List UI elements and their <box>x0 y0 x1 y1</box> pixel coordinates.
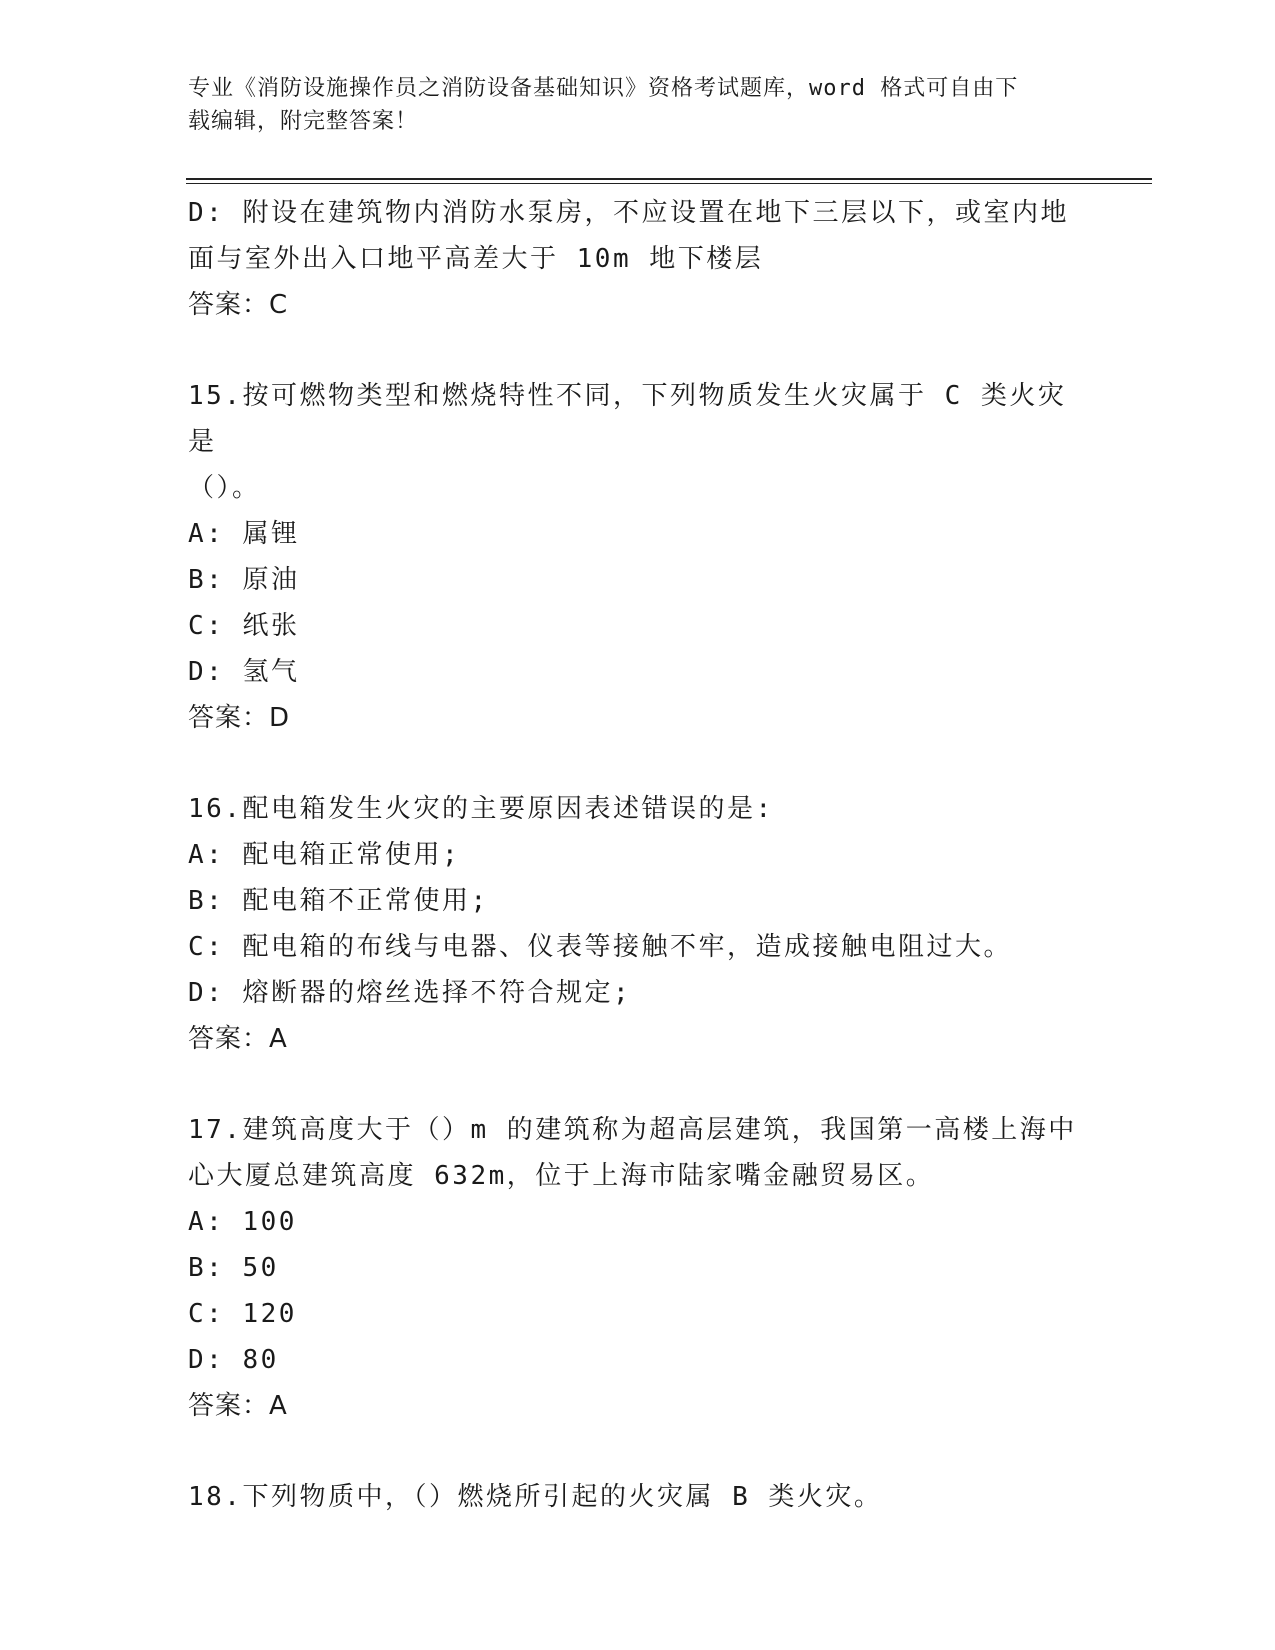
question-stem: 18.下列物质中，（）燃烧所引起的火灾属 B 类火灾。 <box>188 1482 883 1512</box>
option-a: A: 100 <box>188 1207 297 1237</box>
question-17 <box>188 1107 1088 1429</box>
option-b: B: 原油 <box>188 565 300 595</box>
option-a: A: 属锂 <box>188 519 300 549</box>
answer: 答案：A <box>188 1391 288 1421</box>
option-c: C: 120 <box>188 1299 297 1329</box>
option-d: D: 附设在建筑物内消防水泵房，不应设置在地下三层以下，或室内地 <box>188 198 1069 228</box>
question-stem-continued: 心大厦总建筑高度 632m，位于上海市陆家嘴金融贸易区。 <box>188 1161 935 1191</box>
question-15 <box>188 373 1088 741</box>
question-stem-continued: （）。 <box>188 473 261 503</box>
answer: 答案：A <box>188 1024 288 1054</box>
header-line-1: 专业《消防设施操作员之消防设备基础知识》资格考试题库，word 格式可自由下 <box>188 76 1019 101</box>
option-d: D: 80 <box>188 1345 279 1375</box>
document-body <box>188 190 1088 1520</box>
option-c: C: 配电箱的布线与电器、仪表等接触不牢，造成接触电阻过大。 <box>188 932 1012 962</box>
option-b: B: 配电箱不正常使用; <box>188 886 489 916</box>
header-rule-thin <box>186 183 1152 184</box>
option-b: B: 50 <box>188 1253 279 1283</box>
answer: 答案：D <box>188 703 291 733</box>
question-stem: 16.配电箱发生火灾的主要原因表述错误的是: <box>188 794 774 824</box>
header-rule-thick <box>186 178 1152 180</box>
option-d: D: 氢气 <box>188 657 300 687</box>
question-14-tail <box>188 190 1088 328</box>
question-16 <box>188 786 1088 1062</box>
question-stem: 15.按可燃物类型和燃烧特性不同，下列物质发生火灾属于 C 类火灾是 <box>188 381 1067 457</box>
document-header <box>188 72 1068 138</box>
question-18 <box>188 1474 1088 1520</box>
option-c: C: 纸张 <box>188 611 300 641</box>
option-d-continued: 面与室外出入口地平高差大于 10m 地下楼层 <box>188 244 764 274</box>
option-a: A: 配电箱正常使用; <box>188 840 461 870</box>
question-stem: 17.建筑高度大于（）m 的建筑称为超高层建筑，我国第一高楼上海中 <box>188 1115 1077 1145</box>
answer: 答案：C <box>188 290 289 320</box>
header-line-2: 载编辑，附完整答案！ <box>188 109 419 134</box>
option-d: D: 熔断器的熔丝选择不符合规定; <box>188 978 632 1008</box>
